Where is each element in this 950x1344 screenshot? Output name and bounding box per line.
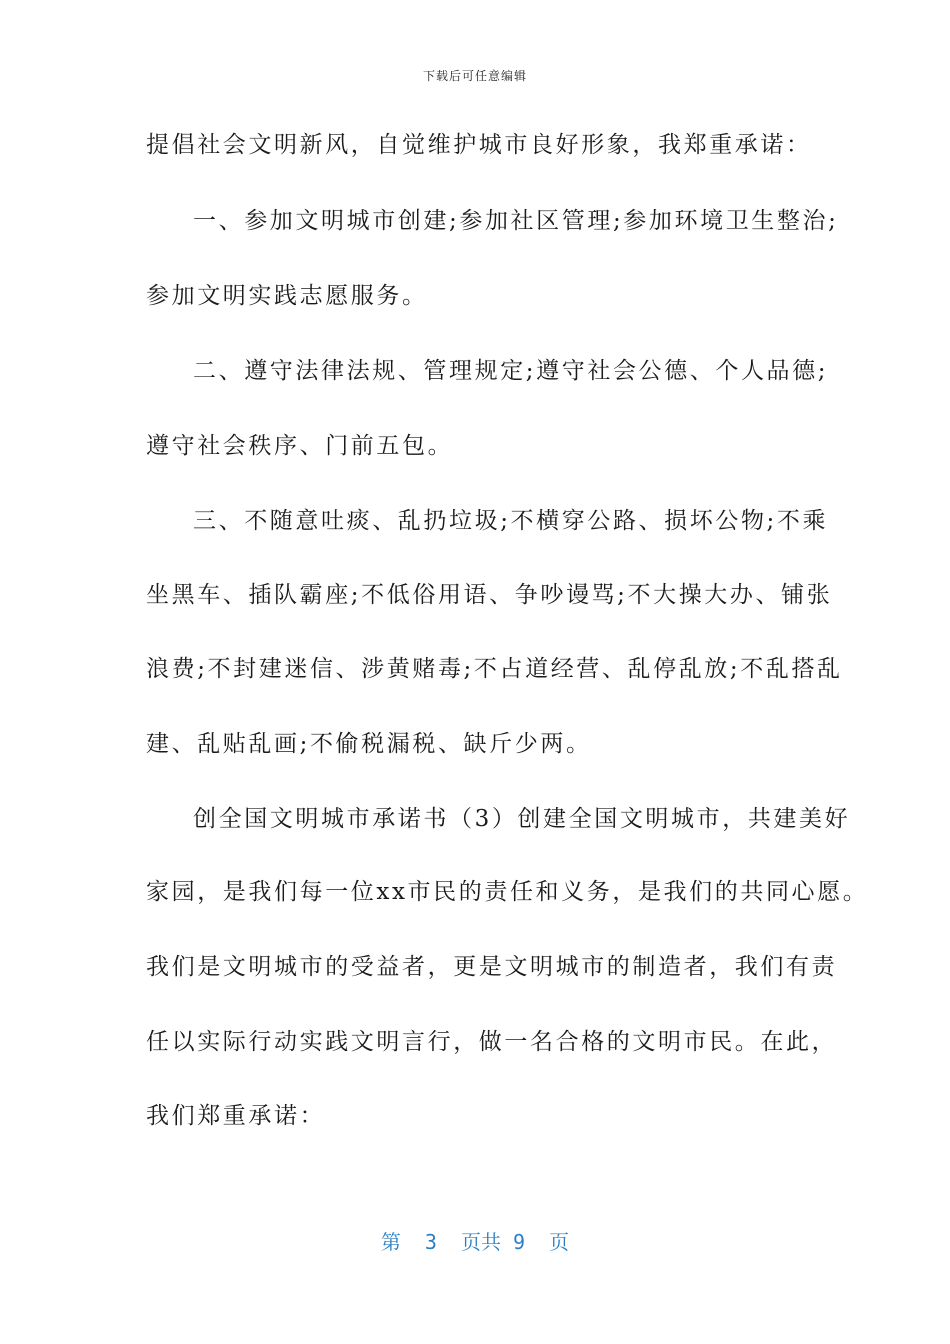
paragraph-line: 浪费;不封建迷信、涉黄赌毒;不占道经营、乱停乱放;不乱搭乱	[146, 656, 843, 682]
page-number-footer: 第 3 页共 9 页	[380, 1230, 570, 1254]
paragraph-line: 我们郑重承诺：	[146, 1103, 326, 1129]
paragraph-line: 二、遵守法律法规、管理规定;遵守社会公德、个人品德;	[193, 358, 829, 384]
paragraph-line: 参加文明实践志愿服务。	[146, 283, 428, 309]
paragraph-line: 遵守社会秩序、门前五包。	[146, 433, 454, 459]
paragraph-line: 创全国文明城市承诺书（3）创建全国文明城市，共建美好	[193, 806, 851, 832]
paragraph-line: 提倡社会文明新风，自觉维护城市良好形象，我郑重承诺：	[146, 132, 812, 158]
paragraph-line: 建、乱贴乱画;不偷税漏税、缺斤少两。	[146, 731, 592, 757]
paragraph-line: 三、不随意吐痰、乱扔垃圾;不横穿公路、损坏公物;不乘	[193, 508, 829, 534]
page-header-note: 下载后可任意编辑	[422, 69, 527, 83]
paragraph-line: 坐黑车、插队霸座;不低俗用语、争吵谩骂;不大操大办、铺张	[146, 582, 833, 608]
paragraph-line: 我们是文明城市的受益者，更是文明城市的制造者，我们有责	[146, 954, 838, 980]
paragraph-line: 任以实际行动实践文明言行，做一名合格的文明市民。在此，	[146, 1029, 838, 1055]
paragraph-line: 一、参加文明城市创建;参加社区管理;参加环境卫生整治;	[193, 208, 839, 234]
paragraph-line: 家园，是我们每一位xx市民的责任和义务，是我们的共同心愿。	[146, 879, 869, 905]
